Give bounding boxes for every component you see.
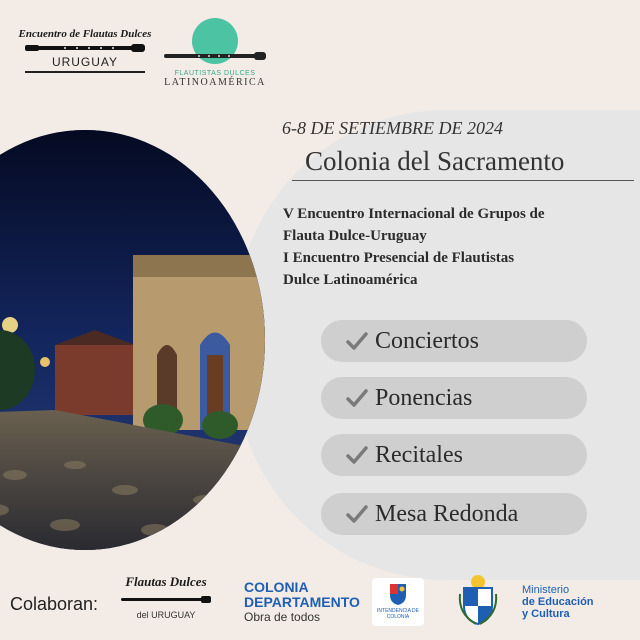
- logo-right-title: LATINOAMÉRICA: [164, 77, 266, 88]
- flute-icon: [25, 44, 145, 52]
- intendencia-logo: [372, 578, 424, 626]
- activity-label: Conciertos: [375, 327, 479, 354]
- encuentro-logo: [14, 20, 156, 90]
- coat-of-arms-icon: [456, 574, 500, 626]
- event-city: Colonia del Sacramento: [305, 146, 565, 176]
- ministerio-line2: de Educación: [522, 596, 594, 608]
- flautistas-latinoamerica-logo: [160, 18, 270, 88]
- ministerio-line3: y Cultura: [522, 608, 570, 620]
- colonia-line3: Obra de todos: [244, 610, 321, 624]
- logo-right-subtitle: FLAUTISTAS DULCES: [174, 70, 256, 77]
- ministerio-line1: Ministerio: [522, 584, 570, 596]
- activity-pill-ponencias: [321, 377, 587, 419]
- logo-left-title: Encuentro de Flautas Dulces: [18, 28, 152, 40]
- description-line: Flauta Dulce-Uruguay: [283, 228, 427, 244]
- activity-pill-conciertos: [321, 320, 587, 362]
- check-icon: [345, 443, 369, 467]
- city-divider: [292, 180, 634, 181]
- ministerio-logo: [522, 584, 594, 620]
- footer-logo1-subtitle: del URUGUAY: [136, 610, 196, 620]
- check-icon: [345, 329, 369, 353]
- logo-left-country: URUGUAY: [51, 55, 119, 69]
- check-icon: [345, 386, 369, 410]
- intendencia-text: INTENDENCIA DE COLONIA: [377, 608, 419, 620]
- street-photo: [0, 130, 265, 550]
- colonia-departamento-logo: [244, 580, 360, 625]
- flute-icon: [121, 596, 211, 603]
- colonia-line2: DEPARTAMENTO: [244, 594, 360, 610]
- event-description: [283, 203, 633, 291]
- description-line: V Encuentro Internacional de Grupos de: [283, 206, 545, 222]
- activity-pill-recitales: [321, 434, 587, 476]
- flute-icon: [164, 52, 266, 60]
- shield-icon: [388, 582, 408, 606]
- description-line: Dulce Latinoamérica: [283, 272, 418, 288]
- activity-label: Recitales: [375, 441, 463, 468]
- activity-label: Ponencias: [375, 384, 473, 411]
- description-line: I Encuentro Presencial de Flautistas: [283, 250, 515, 266]
- colaboran-label: Colaboran:: [10, 594, 99, 614]
- logo-left-underline: [25, 71, 145, 73]
- footer-logo1-title: Flautas Dulces: [125, 574, 207, 589]
- event-date: 6-8 DE SETIEMBRE DE 2024: [282, 118, 503, 138]
- check-icon: [345, 502, 369, 526]
- activity-pill-mesa-redonda: [321, 493, 587, 535]
- activity-label: Mesa Redonda: [375, 500, 519, 527]
- flautas-dulces-uruguay-logo: [116, 574, 216, 634]
- colonia-line1: COLONIA: [244, 579, 309, 595]
